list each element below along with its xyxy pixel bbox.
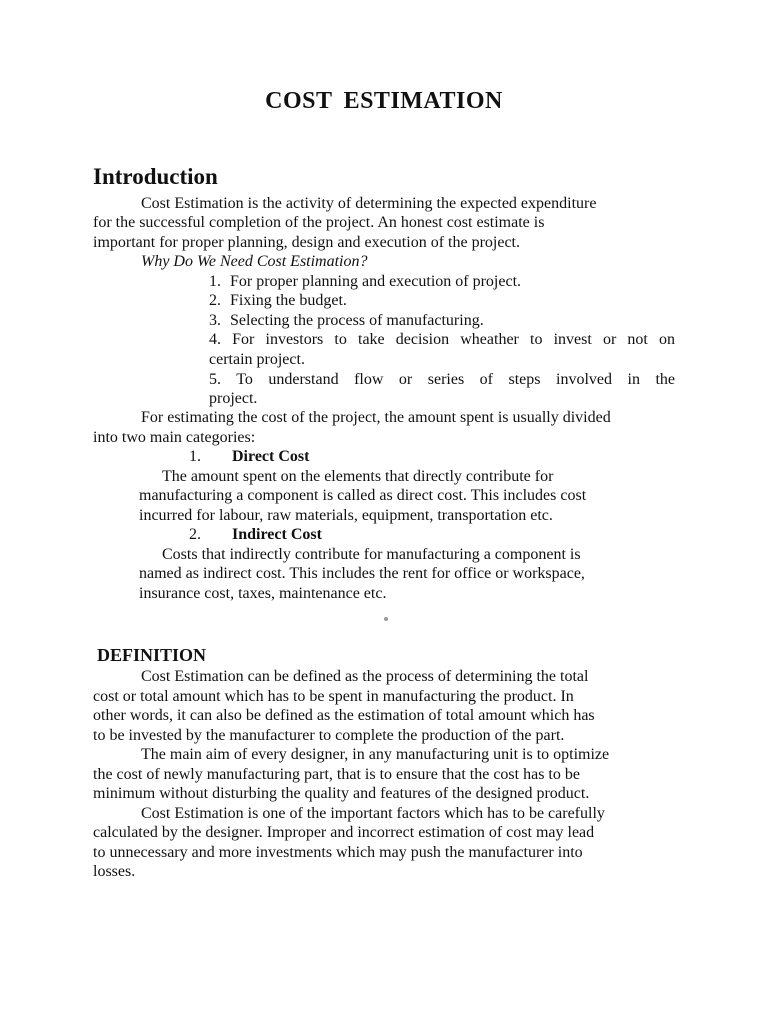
direct-cost-line: manufacturing a component is called as direct cost. This includes cost xyxy=(139,487,587,504)
reason-item xyxy=(209,311,484,331)
reason-item xyxy=(209,291,347,311)
reason-text: 5. To understand flow or series of steps involved in the xyxy=(209,371,675,388)
reason-number: 1. xyxy=(209,273,221,290)
definition-line: to unnecessary and more investments which may push the manufacturer into xyxy=(93,844,583,861)
stray-dot-mark xyxy=(384,617,388,621)
definition-line: other words, it can also be defined as the estimation of total amount which has xyxy=(93,707,595,724)
introduction-heading: Introduction xyxy=(93,164,218,189)
categories-intro-line: For estimating the cost of the project, the amount spent is usually divided xyxy=(141,409,611,426)
direct-cost-line: incurred for labour, raw materials, equipment, transportation etc. xyxy=(139,507,553,524)
definition-line: to be invested by the manufacturer to complete the production of the part. xyxy=(93,727,565,744)
indirect-cost-line: Costs that indirectly contribute for manufacturing a component is xyxy=(162,546,581,563)
reason-number: 2. xyxy=(209,292,221,309)
direct-cost-line: The amount spent on the elements that directly contribute for xyxy=(162,468,554,485)
reason-text: Selecting the process of manufacturing. xyxy=(230,312,484,329)
categories-intro-line: into two main categories: xyxy=(93,429,256,446)
intro-paragraph-line: for the successful completion of the project. An honest cost estimate is xyxy=(93,214,545,231)
definition-line: the cost of newly manufacturing part, that is to ensure that the cost has to be xyxy=(93,766,580,783)
reason-text-continued: certain project. xyxy=(209,351,305,368)
definition-line: calculated by the designer. Improper and incorrect estimation of cost may lead xyxy=(93,824,595,841)
definition-line: losses. xyxy=(93,863,136,880)
definition-line: minimum without disturbing the quality and features of the designed product. xyxy=(93,785,590,802)
definition-line: Cost Estimation can be defined as the process of determining the total xyxy=(141,668,589,685)
document-title: COST ESTIMATION xyxy=(265,88,503,114)
reason-text: 4. For investors to take decision wheather to invest or not on xyxy=(209,331,675,348)
indirect-cost-heading: Indirect Cost xyxy=(232,526,322,543)
definition-heading: DEFINITION xyxy=(97,645,207,665)
reason-text-continued: project. xyxy=(209,390,258,407)
reason-text: For proper planning and execution of project. xyxy=(230,273,522,290)
direct-cost-heading: Direct Cost xyxy=(232,448,310,465)
definition-line: The main aim of every designer, in any manufacturing unit is to optimize xyxy=(141,746,610,763)
direct-cost-number: 1. xyxy=(189,448,201,465)
definition-line: cost or total amount which has to be spent in manufacturing the product. In xyxy=(93,688,574,705)
reason-text: Fixing the budget. xyxy=(230,292,347,309)
reason-number: 3. xyxy=(209,312,221,329)
indirect-cost-line: named as indirect cost. This includes the rent for office or workspace, xyxy=(139,565,585,582)
why-heading: Why Do We Need Cost Estimation? xyxy=(141,253,368,270)
intro-paragraph-line: important for proper planning, design and execution of the project. xyxy=(93,234,520,251)
intro-paragraph-line: Cost Estimation is the activity of determining the expected expenditure xyxy=(141,195,597,212)
indirect-cost-number: 2. xyxy=(189,526,201,543)
indirect-cost-line: insurance cost, taxes, maintenance etc. xyxy=(139,585,387,602)
definition-line: Cost Estimation is one of the important factors which has to be carefully xyxy=(141,805,605,822)
reason-item xyxy=(209,272,521,292)
